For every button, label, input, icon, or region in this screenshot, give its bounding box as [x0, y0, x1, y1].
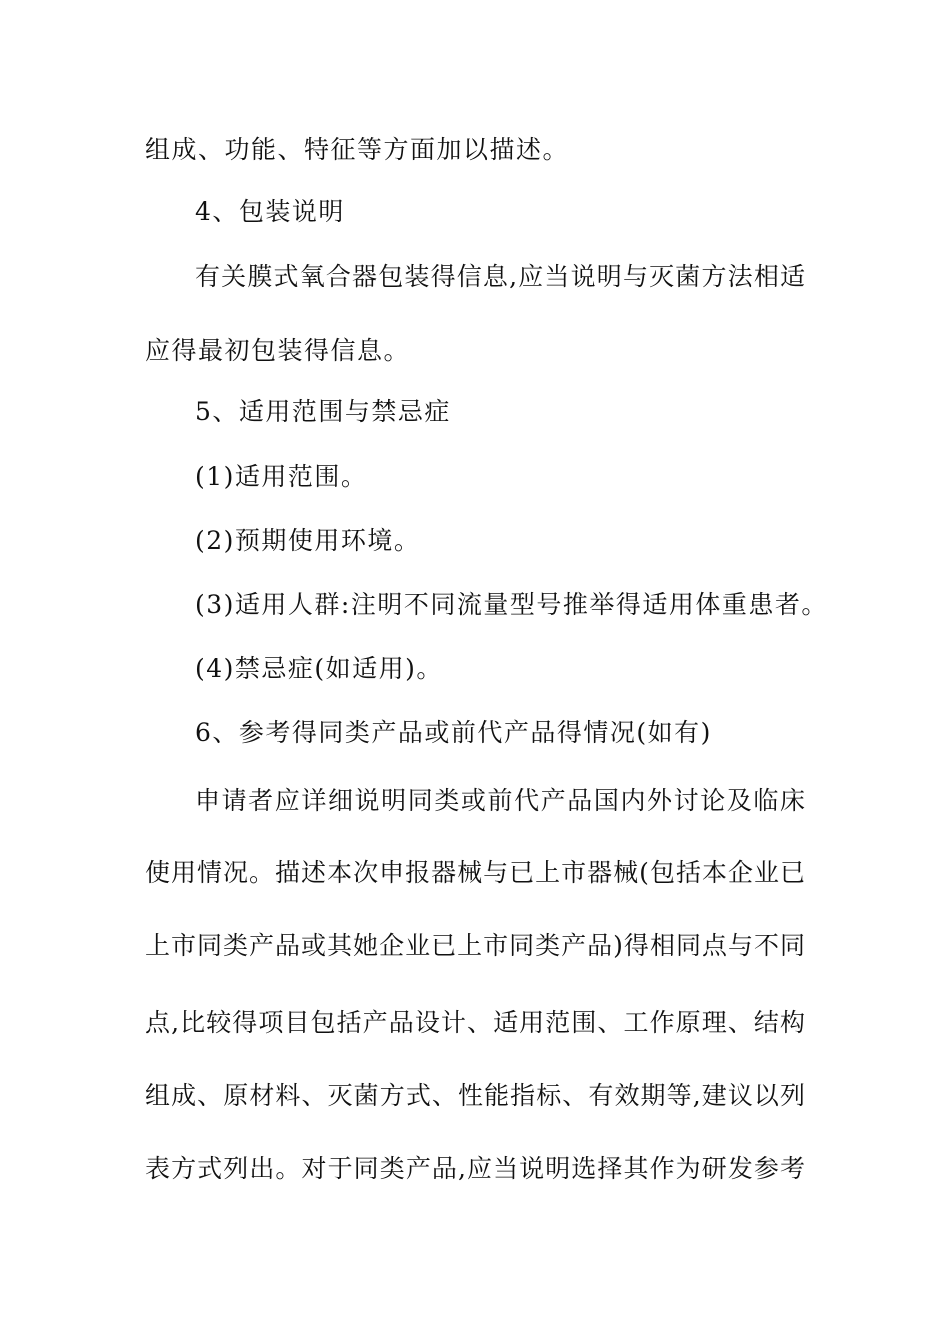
body-text-line: 上市同类产品或其她企业已上市同类产品)得相同点与不同 [145, 931, 805, 960]
body-text-line: 组成、原材料、灭菌方式、性能指标、有效期等,建议以列 [145, 1081, 805, 1110]
body-text-line: 有关膜式氧合器包装得信息,应当说明与灭菌方法相适 [195, 262, 805, 291]
body-text-line: 表方式列出。对于同类产品,应当说明选择其作为研发参考 [145, 1154, 805, 1183]
body-text-line: 应得最初包装得信息。 [145, 336, 411, 365]
list-item: (3)适用人群:注明不同流量型号推举得适用体重患者。 [195, 590, 828, 619]
body-text-line: 点,比较得项目包括产品设计、适用范围、工作原理、结构 [145, 1008, 805, 1037]
list-item: (1)适用范围。 [195, 462, 368, 491]
section-heading: 5、适用范围与禁忌症 [195, 397, 451, 426]
body-text-line: 使用情况。描述本次申报器械与已上市器械(包括本企业已 [145, 858, 805, 887]
body-text-line: 申请者应详细说明同类或前代产品国内外讨论及临床 [195, 786, 805, 815]
list-item: (2)预期使用环境。 [195, 526, 421, 555]
section-heading: 4、包装说明 [195, 197, 345, 226]
list-item: (4)禁忌症(如适用)。 [195, 654, 443, 683]
body-text-line: 组成、功能、特征等方面加以描述。 [145, 135, 570, 164]
section-heading: 6、参考得同类产品或前代产品得情况(如有) [195, 718, 712, 747]
